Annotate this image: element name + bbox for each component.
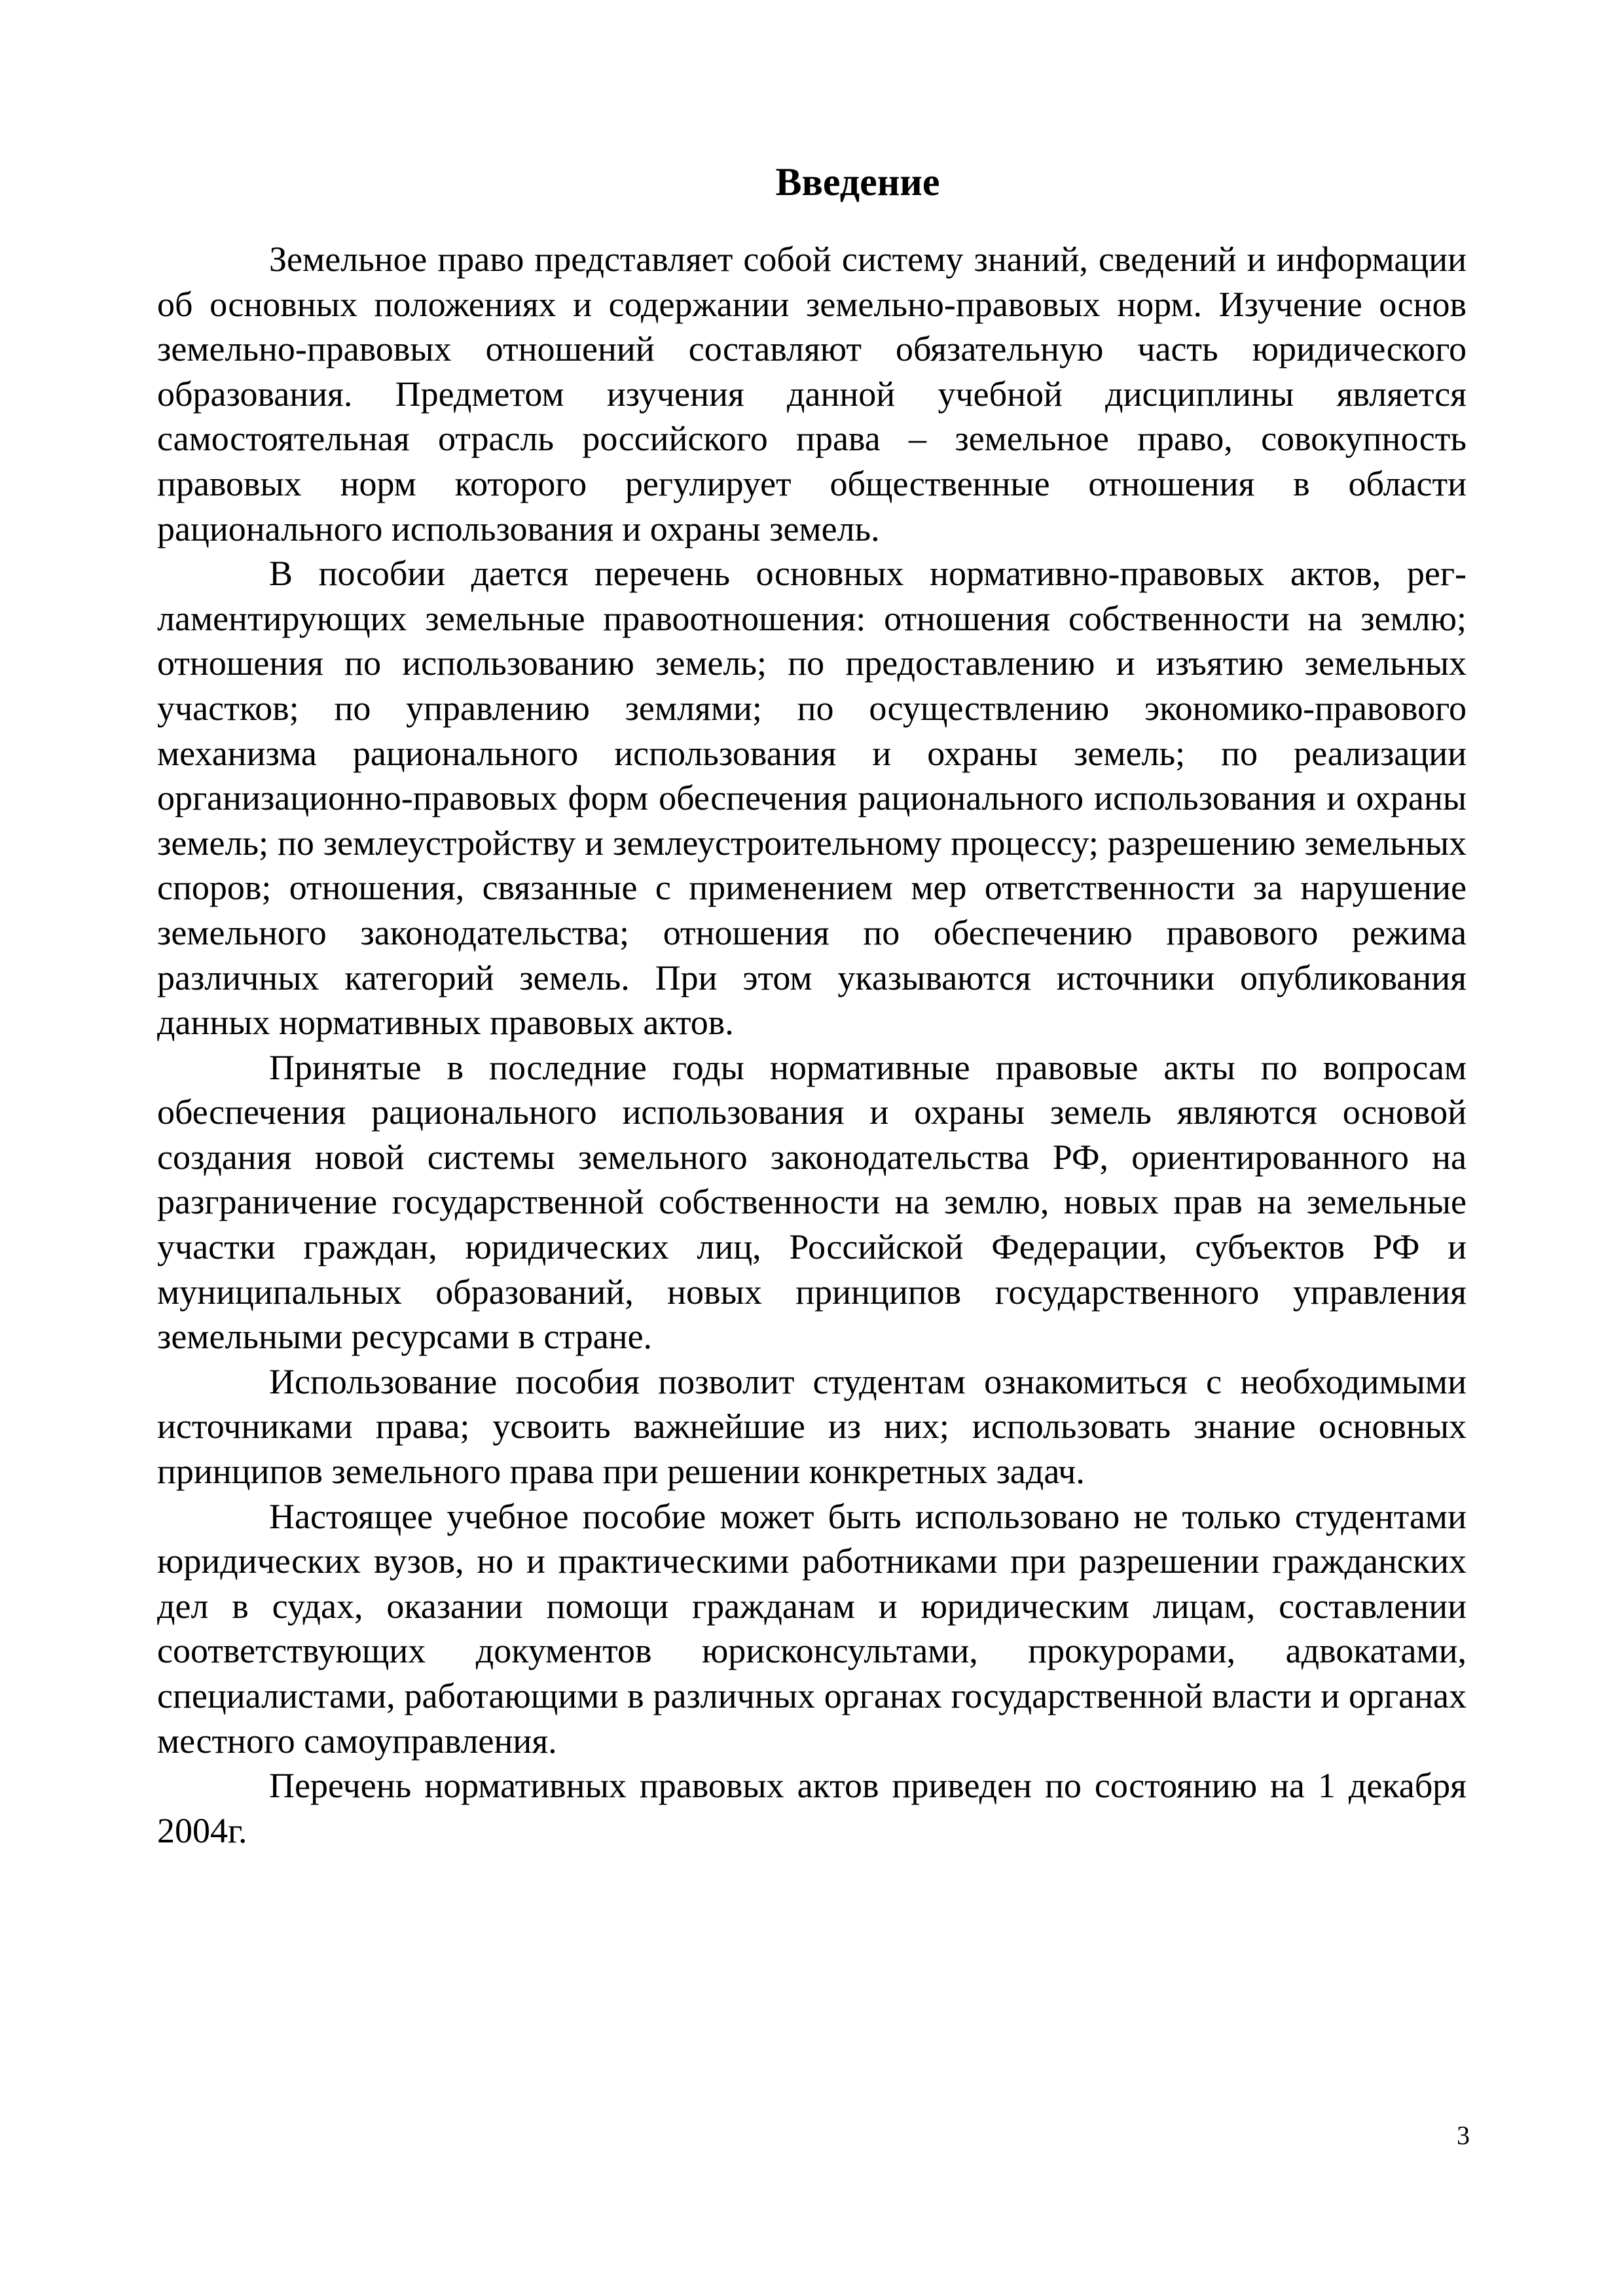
paragraph-1: Земельное право представляет собой систему знаний, сведений и информации об основных положениях и содержании земельно-правовых норм. Изучение основ земельно-правовых отношений составляют обязательную часть юридического образования. Предметом изучения данной учебной дисциплины является самостоятельная отрасль российского права – земельное право, совокупность правовых норм которого регулирует общественные отношения в области рационального использования и охраны земель.	[157, 240, 1467, 548]
paragraph-2: В пособии дается перечень основных нормативно-правовых актов, регламентирующих земельные правоотношения: отношения собственности на землю; отношения по использованию земель; по предоставлению и изъятию земельных участков; по управлению землями; по осуществлению экономико-правового механизма рационального использования и охраны земель; по реализации организационно-правовых форм обеспечения рационального использования и охраны земель; по землеустройству и землеустроительному процессу; разрешению земельных споров; отношения, связанные с применением мер ответственности за нарушение земельного законодательства; отношения по обеспечению правового режима различных категорий земель. При этом указываются источники опубликования данных нормативных правовых актов.	[157, 554, 1467, 1043]
page-title: Введение	[775, 160, 940, 204]
paragraph-5: Настоящее учебное пособие может быть использовано не только студентами юридических вузов, но и практическими работниками при разрешении гражданских дел в судах, оказании помощи гражданам и юридическим лицам, составлении соответствующих документов юрисконсультами, прокурорами, адвокатами, специалистами, работающими в различных органах государственной власти и органах местного самоуправления.	[157, 1496, 1467, 1761]
body-text	[157, 237, 1467, 1853]
paragraph-6: Перечень нормативных правовых актов приведен по состоянию на 1 декабря 2004г.	[157, 1766, 1467, 1850]
page-number: 3	[1457, 2121, 1470, 2150]
paragraph-3: Принятые в последние годы нормативные правовые акты по вопросам обеспечения рационального использования и охраны земель являются основой создания новой системы земельного законодательства РФ, ориентированного на разграничение государственной собственности на землю, новых прав на земельные участки граждан, юридических лиц, Российской Федерации, субъектов РФ и муниципальных образований, новых принципов государственного управления земельными ресурсами в стране.	[157, 1047, 1467, 1357]
paragraph-4: Использование пособия позволит студентам ознакомиться с необходимыми источниками права; усвоить важнейшие из них; использовать знание основных принципов земельного права при решении конкретных задач.	[157, 1361, 1467, 1492]
